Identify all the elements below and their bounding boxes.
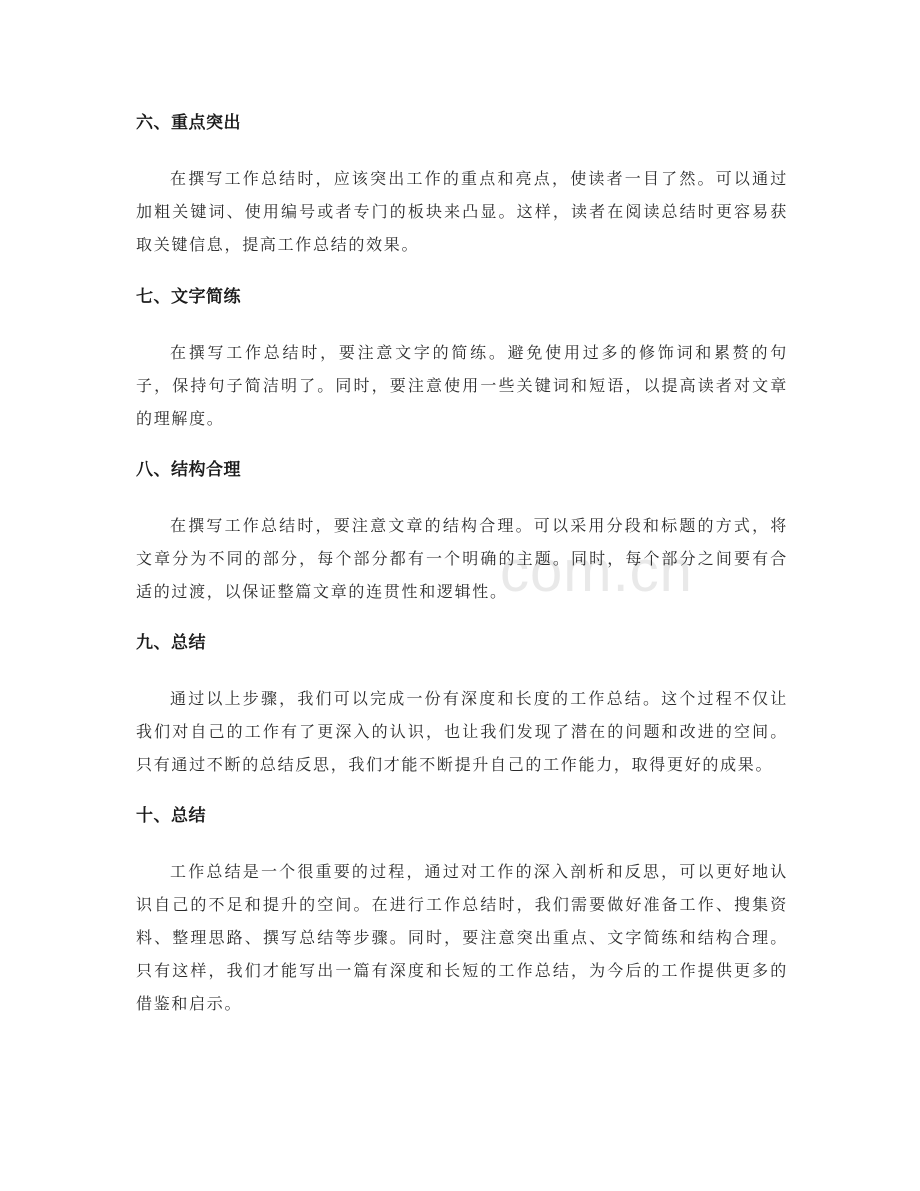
section-paragraph: 在撰写工作总结时，要注意文字的简练。避免使用过多的修饰词和累赘的句子，保持句子简洁明了。同时，要注意使用一些关键词和短语，以提高读者对文章的理解度。 bbox=[136, 343, 788, 428]
section-paragraph: 工作总结是一个很重要的过程，通过对工作的深入剖析和反思，可以更好地认识自己的不足和提升的空间。在进行工作总结时，我们需要做好准备工作、搜集资料、整理思路、撰写总结等步骤。同时，要注意突出重点、文字简练和结构合理。只有这样，我们才能写出一篇有深度和长短的工作总结，为今后的工作提供更多的借鉴和启示。 bbox=[136, 862, 788, 1013]
section-heading: 九、总结 bbox=[136, 633, 206, 653]
section-8 bbox=[136, 460, 788, 608]
section-paragraph: 在撰写工作总结时，应该突出工作的重点和亮点，使读者一目了然。可以通过加粗关键词、使用编号或者专门的板块来凸显。这样，读者在阅读总结时更容易获取关键信息，提高工作总结的效果。 bbox=[136, 169, 788, 254]
section-heading: 七、文字简练 bbox=[136, 287, 241, 307]
section-10 bbox=[136, 806, 788, 1020]
watermark: com.cn bbox=[500, 539, 693, 604]
section-paragraph: 通过以上步骤，我们可以完成一份有深度和长度的工作总结。这个过程不仅让我们对自己的工作有了更深入的认识，也让我们发现了潜在的问题和改进的空间。只有通过不断的总结反思，我们才能不断提升自己的工作能力，取得更好的成果。 bbox=[136, 689, 788, 774]
section-6 bbox=[136, 113, 788, 261]
section-heading: 八、结构合理 bbox=[136, 460, 241, 480]
section-9 bbox=[136, 633, 788, 781]
section-heading: 六、重点突出 bbox=[136, 113, 241, 133]
section-7 bbox=[136, 287, 788, 435]
section-heading: 十、总结 bbox=[136, 806, 206, 826]
section-paragraph: 在撰写工作总结时，要注意文章的结构合理。可以采用分段和标题的方式，将文章分为不同的部分，每个部分都有一个明确的主题。同时，每个部分之间要有合适的过渡，以保证整篇文章的连贯性和逻辑性。 bbox=[136, 516, 788, 601]
